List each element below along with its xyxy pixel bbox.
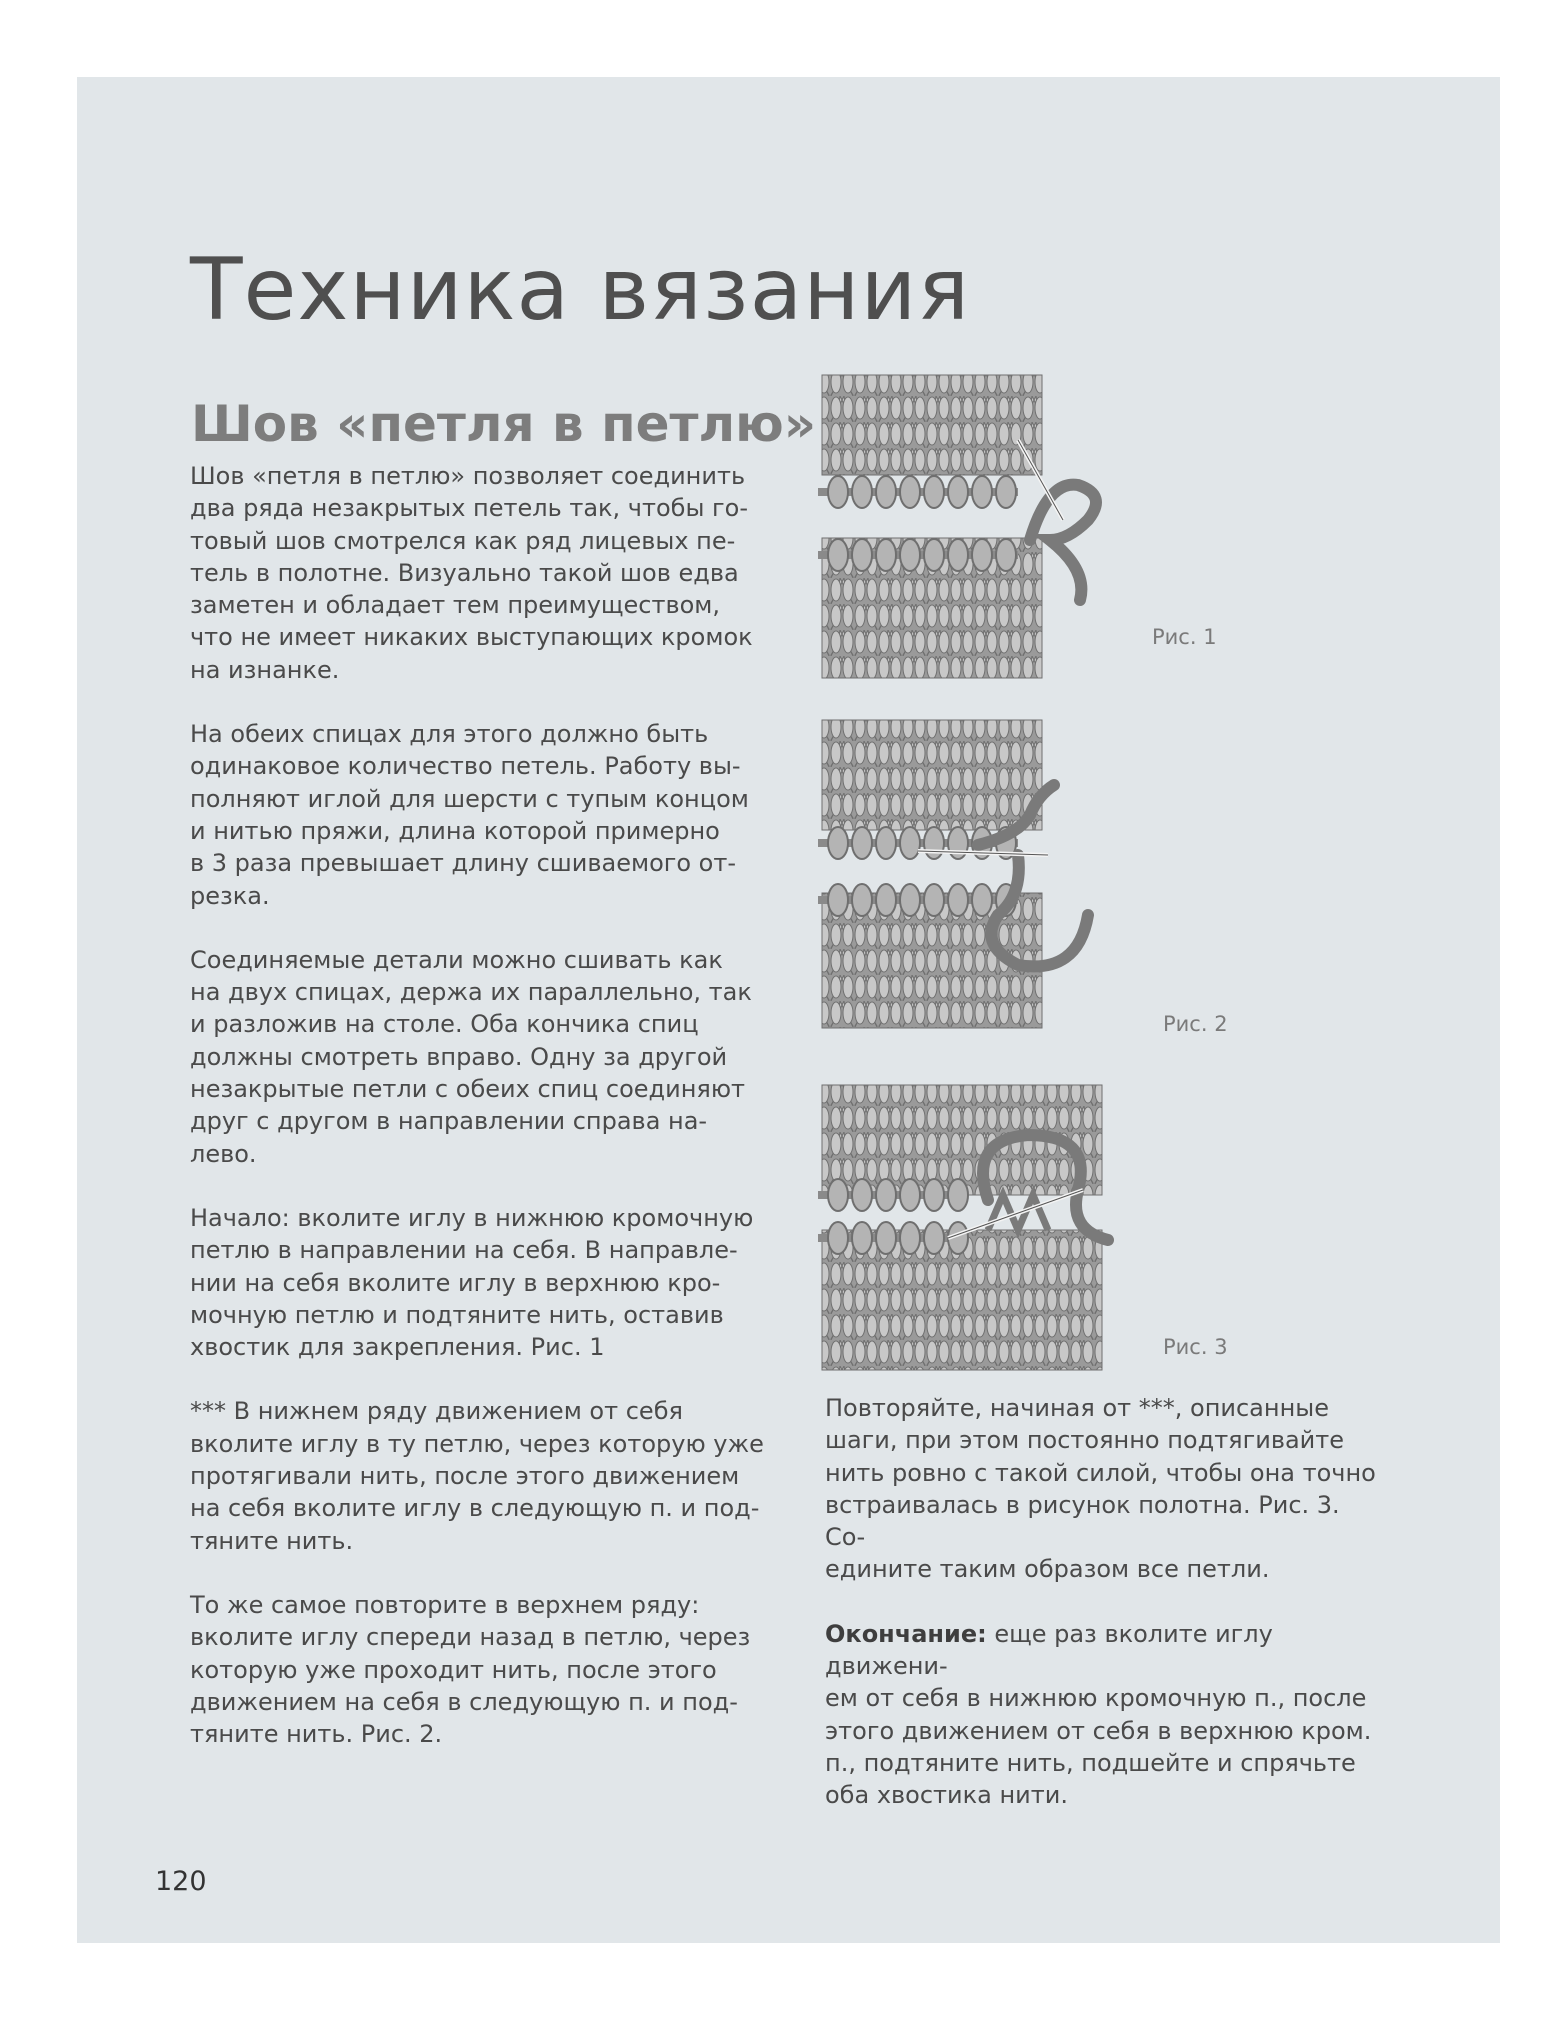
page-title: Техника вязания bbox=[190, 240, 971, 340]
page-number: 120 bbox=[155, 1866, 207, 1897]
figure-2-illustration bbox=[818, 715, 1118, 1035]
figure-2-caption: Рис. 2 bbox=[1163, 1012, 1228, 1036]
figure-3-caption: Рис. 3 bbox=[1163, 1335, 1228, 1359]
right-column bbox=[825, 1392, 1385, 1844]
paragraph-repeat: Повторяйте, начиная от ***, описанные шаги, при этом постоянно подтягивайте нить ровно с такой силой, чтобы она точно встраивалась в рисунок полотна. Рис. 3. Со- едините таким образом все петли. bbox=[825, 1394, 1376, 1584]
section-subtitle: Шов «петля в петлю» bbox=[191, 395, 817, 453]
paragraph-intro: Шов «петля в петлю» позволяет соединить два ряда незакрытых петель так, чтобы го- товый шов смотрелся как ряд лицевых пе- тель в полотне. Визуально такой шов едва заметен и обладает тем преимуществом, что не имеет никаких выступающих кромок на изнанке. bbox=[190, 462, 753, 684]
figure-3-illustration bbox=[818, 1080, 1138, 1380]
paragraph-start: Начало: вколите иглу в нижнюю кромочную петлю в направлении на себя. В направле- нии на себя вколите иглу в верхнюю кро- мочную петлю и подтяните нить, оставив хвостик для закрепления. Рис. 1 bbox=[190, 1203, 754, 1362]
paragraph-top-row: То же самое повторите в верхнем ряду: вколите иглу спереди назад в петлю, через которую уже проходит нить, после этого движением на себя в следующую п. и под- тяните нить. Рис. 2. bbox=[190, 1590, 751, 1749]
paragraph-materials: На обеих спицах для этого должно быть одинаковое количество петель. Работу вы- полняют иглой для шерсти с тупым концом и нитью пряжи, длина которой примерно в 3 раза превышает длину сшиваемого от- резка. bbox=[190, 720, 749, 910]
left-column bbox=[190, 460, 780, 1782]
figure-1-caption: Рис. 1 bbox=[1152, 625, 1217, 649]
paragraph-ending bbox=[825, 1618, 1385, 1812]
figure-1-illustration bbox=[818, 370, 1118, 690]
ending-label: Окончание: bbox=[825, 1619, 987, 1648]
paragraph-bottom-row: *** В нижнем ряду движением от себя вколите иглу в ту петлю, через которую уже протягивали нить, после этого движением на себя вколите иглу в следующую п. и под- тяните нить. bbox=[190, 1397, 764, 1555]
ending-text: еще раз вколите иглу движени- ем от себя в нижнюю кромочную п., после этого движением от себя в верхнюю кром. п., подтяните нить, подшейте и спрячьте оба хвостика нити. bbox=[825, 1619, 1372, 1810]
paragraph-joining: Соединяемые детали можно сшивать как на двух спицах, держа их параллельно, так и разложив на столе. Оба кончика спиц должны смотреть вправо. Одну за другой незакрытые петли с обеих спиц соединяют друг с другом в направлении справа на- лево. bbox=[190, 945, 752, 1168]
